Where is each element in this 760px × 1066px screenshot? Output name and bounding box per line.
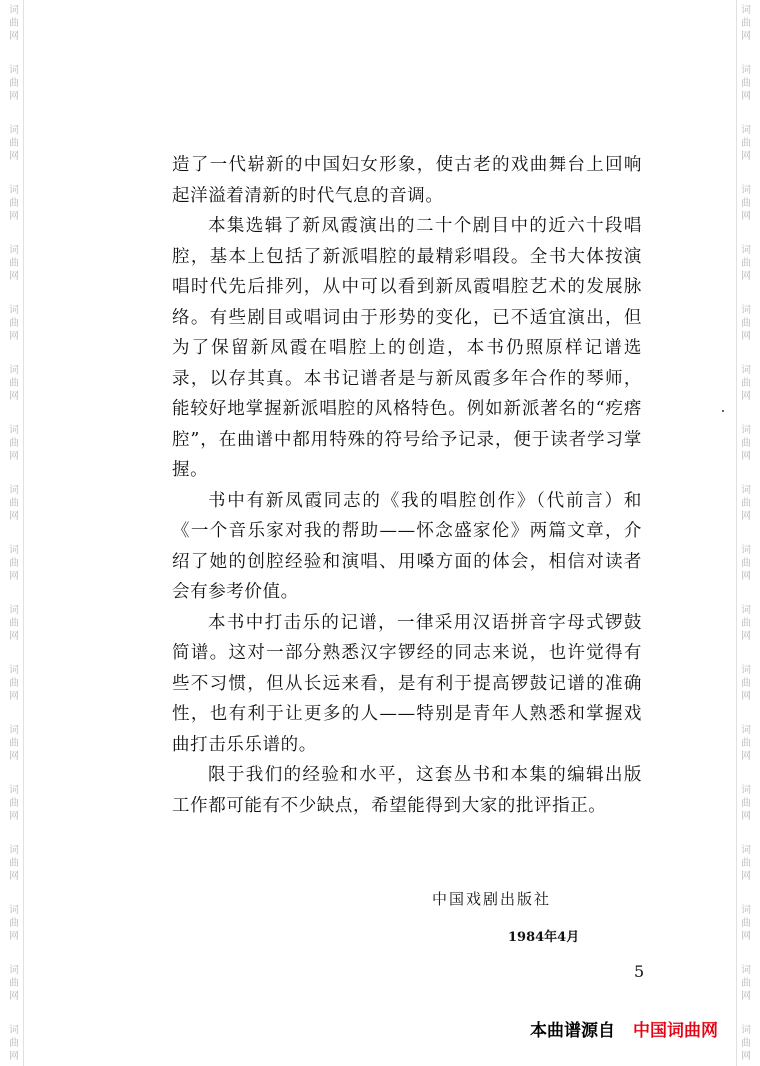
watermark-glyph: 曲 [9,678,19,689]
watermark-glyph: 网 [741,691,751,702]
watermark-glyph: 词 [741,725,751,736]
watermark-glyph-group [736,784,756,823]
watermark-glyph: 词 [9,905,19,916]
watermark-glyph: 网 [9,931,19,942]
watermark-glyph: 网 [741,331,751,342]
watermark-glyph: 网 [9,31,19,42]
watermark-glyph-group [736,724,756,763]
watermark-glyph: 曲 [9,1038,19,1049]
watermark-glyph: 词 [9,845,19,856]
watermark-glyph: 词 [741,605,751,616]
watermark-glyph: 曲 [9,738,19,749]
watermark-glyph: 网 [9,811,19,822]
watermark-glyph-group [4,1024,24,1063]
watermark-glyph: 词 [9,545,19,556]
watermark-glyph-group [4,424,24,463]
watermark-glyph-group [4,244,24,283]
watermark-glyph: 曲 [9,978,19,989]
watermark-glyph: 网 [9,211,19,222]
page-number: 5 [634,962,645,981]
watermark-glyph: 曲 [9,198,19,209]
watermark-glyph: 词 [741,665,751,676]
watermark-glyph: 曲 [9,318,19,329]
watermark-glyph: 网 [741,391,751,402]
watermark-glyph: 词 [741,185,751,196]
watermark-glyph: 曲 [9,618,19,629]
watermark-glyph: 曲 [741,978,751,989]
watermark-glyph-group [4,304,24,343]
watermark-glyph: 网 [9,271,19,282]
watermark-glyph: 词 [9,785,19,796]
watermark-glyph: 曲 [741,198,751,209]
watermark-glyph: 曲 [741,78,751,89]
watermark-glyph: 词 [9,425,19,436]
watermark-glyph: 词 [741,65,751,76]
watermark-glyph: 曲 [741,438,751,449]
watermark-glyph: 曲 [9,18,19,29]
watermark-glyph: 曲 [9,258,19,269]
watermark-glyph: 词 [741,545,751,556]
watermark-glyph: 网 [741,571,751,582]
watermark-glyph: 曲 [741,498,751,509]
watermark-glyph: 词 [741,125,751,136]
watermark-glyph-group [736,304,756,343]
watermark-glyph-group [4,4,24,43]
watermark-glyph: 曲 [741,258,751,269]
watermark-glyph: 词 [741,845,751,856]
signature-date: 1984年4月 [508,930,580,945]
watermark-glyph: 曲 [9,498,19,509]
watermark-glyph: 网 [741,631,751,642]
publisher-signature: 中国戏剧出版社 [432,890,552,908]
watermark-glyph: 曲 [741,918,751,929]
watermark-glyph: 网 [9,991,19,1002]
watermark-glyph: 网 [741,31,751,42]
watermark-glyph: 词 [9,365,19,376]
watermark-glyph: 词 [9,665,19,676]
watermark-glyph: 曲 [741,798,751,809]
watermark-glyph: 词 [9,1025,19,1036]
watermark-glyph-group [736,244,756,283]
watermark-glyph-group [736,1024,756,1063]
watermark-glyph: 曲 [741,1038,751,1049]
watermark-glyph-group [736,544,756,583]
source-note-prefix: 本曲谱源自 [530,1021,615,1041]
watermark-glyph-group [4,484,24,523]
watermark-glyph: 曲 [741,618,751,629]
paragraph-continued: 造了一代崭新的中国妇女形象，使古老的戏曲舞台上回响起洋溢着清新的时代气息的音调。 [172,155,642,206]
watermark-glyph: 词 [9,305,19,316]
watermark-glyph-group [4,364,24,403]
watermark-glyph: 词 [741,965,751,976]
watermark-glyph-group [736,4,756,43]
document-body [172,150,642,821]
watermark-glyph-group [4,784,24,823]
watermark-glyph-group [4,544,24,583]
watermark-glyph-group [4,844,24,883]
watermark-glyph: 网 [9,631,19,642]
watermark-glyph: 网 [9,91,19,102]
watermark-glyph-group [4,124,24,163]
watermark-glyph-group [4,604,24,643]
watermark-glyph: 曲 [741,678,751,689]
watermark-glyph-group [736,964,756,1003]
watermark-glyph-group [736,484,756,523]
watermark-glyph-group [736,604,756,643]
watermark-glyph-group [4,64,24,103]
watermark-glyph-group [4,184,24,223]
watermark-glyph-group [736,64,756,103]
watermark-glyph-group [736,364,756,403]
watermark-glyph: 词 [9,965,19,976]
watermark-glyph: 网 [741,511,751,522]
watermark-glyph: 网 [9,331,19,342]
watermark-glyph: 曲 [9,918,19,929]
watermark-glyph: 曲 [741,138,751,149]
watermark-glyph: 词 [9,485,19,496]
watermark-glyph: 网 [741,991,751,1002]
watermark-glyph: 词 [741,425,751,436]
watermark-glyph: 网 [741,271,751,282]
watermark-glyph: 网 [9,751,19,762]
watermark-glyph: 网 [741,211,751,222]
watermark-glyph: 网 [741,811,751,822]
watermark-glyph: 网 [9,691,19,702]
watermark-glyph: 词 [9,185,19,196]
source-note [530,1016,718,1041]
watermark-glyph-group [736,664,756,703]
watermark-glyph: 词 [9,725,19,736]
paragraph-closing: 限于我们的经验和水平，这套丛书和本集的编辑出版工作都可能有不少缺点，希望能得到大家的批评指正。 [172,765,642,816]
paragraph-percussion: 本书中打击乐的记谱，一律采用汉语拼音字母式锣鼓简谱。这对一部分熟悉汉字锣经的同志来说，也许觉得有些不习惯，但从长远来看，是有利于提高锣鼓记谱的准确性，也有利于让更多的人——特别是青年人熟悉和掌握戏曲打击乐乐谱的。 [172,612,642,755]
watermark-glyph-group [4,904,24,943]
watermark-glyph: 曲 [741,18,751,29]
watermark-glyph: 词 [741,785,751,796]
watermark-glyph-group [736,844,756,883]
watermark-glyph-group [736,124,756,163]
paragraph-selection: 本集选辑了新凤霞演出的二十个剧目中的近六十段唱腔，基本上包括了新派唱腔的最精彩唱段。全书大体按演唱时代先后排列，从中可以看到新凤霞唱腔艺术的发展脉络。有些剧目或唱词由于形势的变化，已不适宜演出，但为了保留新凤霞在唱腔上的创造，本书仍照原样记谱选录，以存其真。本书记谱者是与新凤霞多年合作的琴师，能较好地掌握新派唱腔的风格特色。例如新派著名的“疙瘩腔”，在曲谱中都用特殊的符号给予记录，便于读者学习掌握。 [172,216,642,480]
scan-speck [722,410,724,412]
watermark-glyph: 词 [9,5,19,16]
watermark-glyph: 曲 [741,378,751,389]
watermark-glyph-group [736,184,756,223]
watermark-glyph: 曲 [9,798,19,809]
watermark-glyph: 曲 [9,858,19,869]
watermark-glyph: 曲 [741,858,751,869]
watermark-glyph: 曲 [9,138,19,149]
watermark-glyph: 词 [741,485,751,496]
watermark-glyph-group [736,424,756,463]
watermark-glyph: 曲 [9,378,19,389]
watermark-glyph-group [4,724,24,763]
watermark-glyph: 网 [741,751,751,762]
watermark-glyph: 曲 [741,558,751,569]
watermark-glyph: 网 [741,151,751,162]
watermark-glyph: 词 [741,1025,751,1036]
watermark-glyph: 曲 [9,78,19,89]
watermark-glyph: 网 [9,1051,19,1062]
watermark-glyph: 词 [9,605,19,616]
watermark-glyph: 网 [741,451,751,462]
watermark-glyph: 词 [9,125,19,136]
watermark-glyph: 词 [741,305,751,316]
watermark-glyph: 网 [9,151,19,162]
watermark-glyph-group [4,664,24,703]
watermark-glyph: 曲 [9,558,19,569]
watermark-glyph: 曲 [741,318,751,329]
watermark-glyph: 网 [741,871,751,882]
watermark-glyph: 词 [9,65,19,76]
watermark-glyph: 曲 [741,738,751,749]
watermark-glyph: 网 [9,571,19,582]
watermark-glyph: 词 [741,245,751,256]
watermark-glyph: 词 [741,905,751,916]
watermark-glyph: 词 [741,365,751,376]
watermark-glyph: 网 [9,451,19,462]
watermark-glyph-group [4,964,24,1003]
watermark-glyph: 曲 [9,438,19,449]
watermark-glyph: 网 [741,91,751,102]
watermark-glyph-group [736,904,756,943]
source-note-site-link[interactable]: 中国词曲网 [633,1021,718,1041]
paragraph-articles: 书中有新凤霞同志的《我的唱腔创作》（代前言）和《一个音乐家对我的帮助——怀念盛家伦》两篇文章，介绍了她的创腔经验和演唱、用嗓方面的体会，相信对读者会有参考价值。 [172,490,642,602]
watermark-glyph: 词 [741,5,751,16]
watermark-glyph: 网 [741,931,751,942]
watermark-glyph: 网 [9,391,19,402]
watermark-glyph: 网 [9,871,19,882]
watermark-right-column [736,0,756,1066]
watermark-left-column [4,0,24,1066]
watermark-glyph: 网 [741,1051,751,1062]
watermark-glyph: 网 [9,511,19,522]
watermark-glyph: 词 [9,245,19,256]
